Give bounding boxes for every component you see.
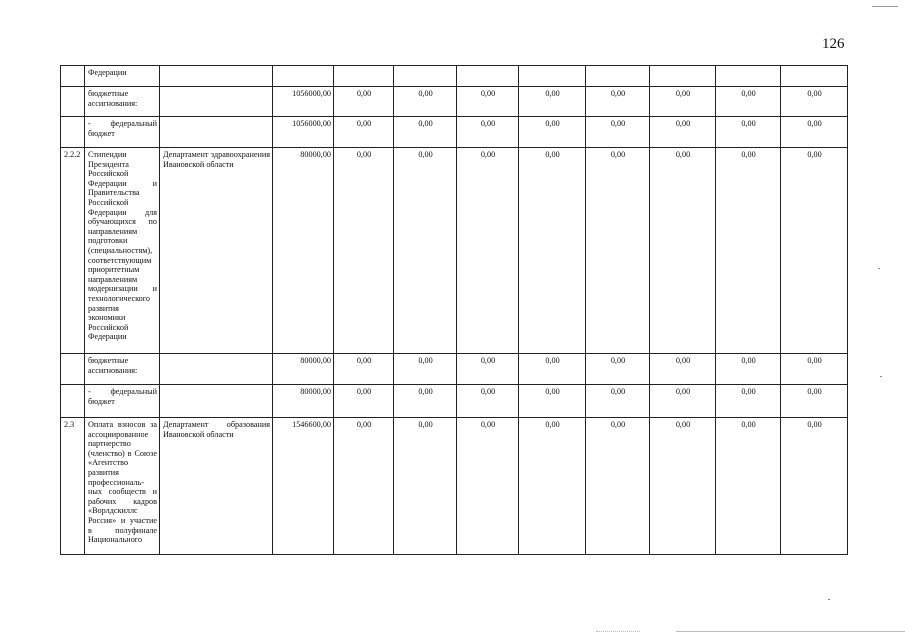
year-value-cell	[716, 66, 781, 87]
year-value-cell: 0,00	[394, 87, 457, 117]
item-code-cell	[61, 385, 85, 418]
total-amount-cell: 1056000,00	[273, 87, 334, 117]
item-name-cell: бюджетные ассигнования:	[85, 354, 160, 385]
year-value-cell: 0,00	[781, 87, 848, 117]
year-value-cell: 0,00	[781, 117, 848, 148]
executor-cell	[160, 385, 273, 418]
item-name-cell: - федеральный бюджет	[85, 117, 160, 148]
year-value-cell: 0,00	[586, 117, 650, 148]
total-amount-cell: 80000,00	[273, 148, 334, 354]
year-value-cell: 0,00	[519, 148, 586, 354]
year-value-cell: 0,00	[334, 117, 394, 148]
year-value-cell: 0,00	[781, 354, 848, 385]
budget-table	[60, 65, 848, 555]
item-code-cell: 2.3	[61, 418, 85, 555]
year-value-cell: 0,00	[650, 87, 716, 117]
year-value-cell: 0,00	[716, 87, 781, 117]
total-amount-cell: 80000,00	[273, 385, 334, 418]
year-value-cell: 0,00	[394, 148, 457, 354]
year-value-cell: 0,00	[716, 117, 781, 148]
scan-speck	[878, 268, 880, 269]
item-name-cell: бюджетные ассигнования:	[85, 87, 160, 117]
total-amount-cell: 1546600,00	[273, 418, 334, 555]
year-value-cell: 0,00	[394, 117, 457, 148]
scan-speck	[880, 376, 882, 377]
year-value-cell	[457, 66, 519, 87]
executor-cell: Департамент здравоохранения Ивановской области	[160, 148, 273, 354]
table-row	[61, 354, 848, 385]
year-value-cell: 0,00	[334, 354, 394, 385]
year-value-cell: 0,00	[781, 148, 848, 354]
bottom-edge-rule	[676, 631, 905, 632]
year-value-cell: 0,00	[394, 385, 457, 418]
table-row	[61, 66, 848, 87]
executor-cell: Департамент образования Ивановской области	[160, 418, 273, 555]
year-value-cell: 0,00	[394, 418, 457, 555]
total-amount-cell: 80000,00	[273, 354, 334, 385]
item-code-cell	[61, 87, 85, 117]
year-value-cell: 0,00	[519, 418, 586, 555]
year-value-cell: 0,00	[650, 418, 716, 555]
year-value-cell: 0,00	[586, 385, 650, 418]
year-value-cell: 0,00	[716, 354, 781, 385]
year-value-cell: 0,00	[586, 354, 650, 385]
year-value-cell: 0,00	[650, 148, 716, 354]
table-row	[61, 385, 848, 418]
executor-cell	[160, 354, 273, 385]
year-value-cell: 0,00	[586, 148, 650, 354]
total-amount-cell	[273, 66, 334, 87]
year-value-cell: 0,00	[781, 418, 848, 555]
year-value-cell	[519, 66, 586, 87]
total-amount-cell: 1056000,00	[273, 117, 334, 148]
item-code-cell	[61, 117, 85, 148]
top-edge-rule	[872, 6, 898, 7]
year-value-cell: 0,00	[457, 354, 519, 385]
year-value-cell	[334, 66, 394, 87]
page-number: 126	[822, 36, 845, 52]
item-name-cell: Оплата взносов за ассоциированное партнерство (членство) в Союзе «Агентство развития профессиональ-ных сообществ и рабочих кадров «Ворлдскиллс Россия» и участие в полуфинале Национального	[85, 418, 160, 555]
year-value-cell: 0,00	[334, 87, 394, 117]
executor-cell	[160, 117, 273, 148]
year-value-cell: 0,00	[650, 117, 716, 148]
year-value-cell: 0,00	[519, 385, 586, 418]
item-code-cell	[61, 66, 85, 87]
year-value-cell: 0,00	[457, 117, 519, 148]
year-value-cell: 0,00	[716, 418, 781, 555]
table-row	[61, 117, 848, 148]
year-value-cell: 0,00	[781, 385, 848, 418]
executor-cell	[160, 66, 273, 87]
year-value-cell: 0,00	[334, 418, 394, 555]
bottom-edge-dots	[596, 631, 640, 632]
year-value-cell: 0,00	[519, 354, 586, 385]
year-value-cell: 0,00	[650, 354, 716, 385]
year-value-cell	[650, 66, 716, 87]
year-value-cell: 0,00	[457, 87, 519, 117]
year-value-cell: 0,00	[457, 418, 519, 555]
year-value-cell	[394, 66, 457, 87]
item-code-cell	[61, 354, 85, 385]
year-value-cell: 0,00	[650, 385, 716, 418]
year-value-cell: 0,00	[457, 148, 519, 354]
year-value-cell: 0,00	[586, 87, 650, 117]
table-row	[61, 418, 848, 555]
year-value-cell	[781, 66, 848, 87]
year-value-cell: 0,00	[394, 354, 457, 385]
year-value-cell: 0,00	[519, 87, 586, 117]
item-name-cell: Стипендии Президента Российской Федерации и Правительства Российской Федерации для обучающихся по направлениям подготовки (специальностям), соответствующим приоритетным направлениям модернизации и технологического развития экономики Российской Федерации	[85, 148, 160, 354]
table-row	[61, 87, 848, 117]
year-value-cell: 0,00	[519, 117, 586, 148]
year-value-cell: 0,00	[334, 148, 394, 354]
item-name-cell: - федеральный бюджет	[85, 385, 160, 418]
year-value-cell: 0,00	[716, 385, 781, 418]
year-value-cell: 0,00	[457, 385, 519, 418]
executor-cell	[160, 87, 273, 117]
table-row	[61, 148, 848, 354]
item-code-cell: 2.2.2	[61, 148, 85, 354]
year-value-cell	[586, 66, 650, 87]
item-name-cell: Федерации	[85, 66, 160, 87]
year-value-cell: 0,00	[716, 148, 781, 354]
scan-speck	[828, 599, 830, 600]
year-value-cell: 0,00	[334, 385, 394, 418]
year-value-cell: 0,00	[586, 418, 650, 555]
